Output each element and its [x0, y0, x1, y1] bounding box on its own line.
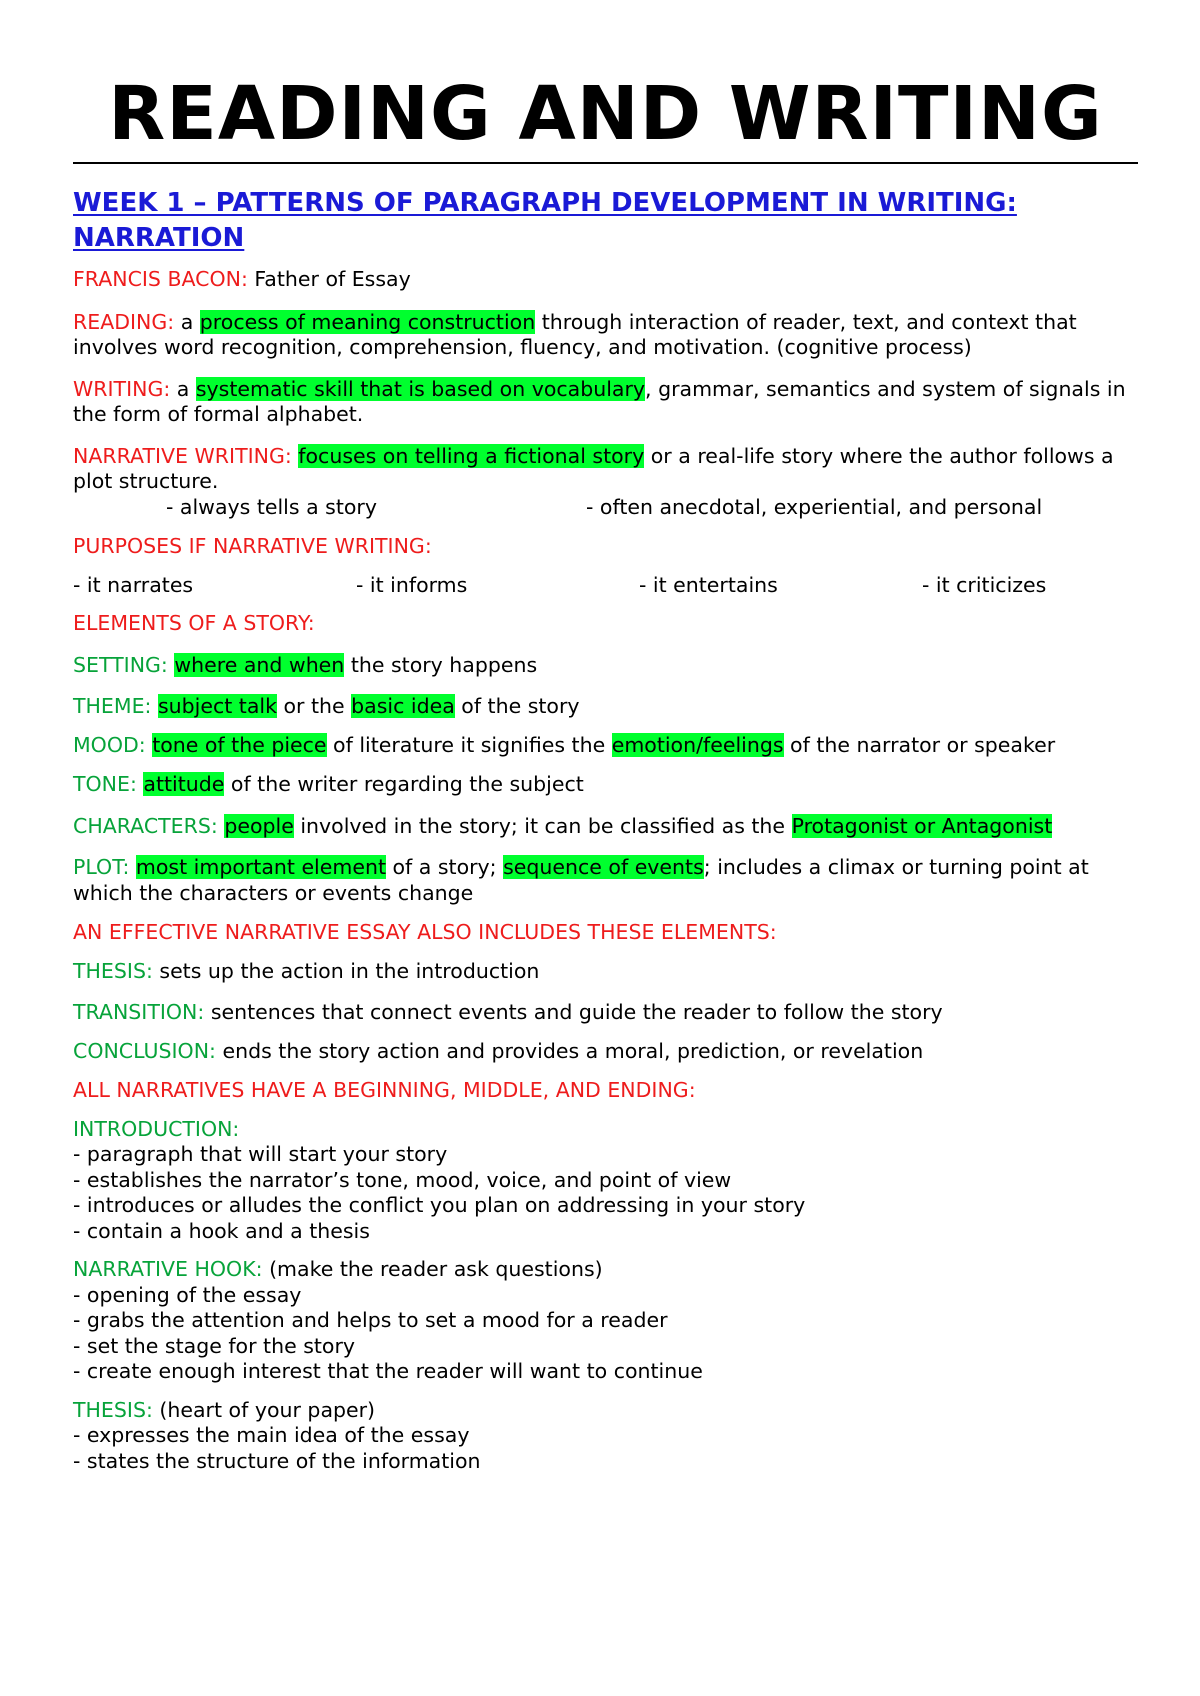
- reading-article: a: [174, 309, 200, 334]
- elements-heading: ELEMENTS OF A STORY:: [73, 611, 315, 635]
- hook-label: NARRATIVE HOOK:: [73, 1257, 263, 1281]
- writing-article: a: [170, 376, 196, 401]
- setting-text: the story happens: [344, 652, 538, 677]
- list-item: - contain a hook and a thesis: [73, 1218, 370, 1243]
- transition-label: TRANSITION:: [73, 1000, 205, 1024]
- narrative-highlight: focuses on telling a fictional story: [298, 443, 645, 468]
- mood-highlight-1: tone of the piece: [152, 732, 327, 757]
- francis-text: Father of Essay: [247, 267, 411, 291]
- writing-text: , grammar, semantics and system of signals in the form of formal alphabet.: [73, 376, 1126, 426]
- francis-label: FRANCIS BACON:: [73, 267, 248, 291]
- narrative-bullet-1: - always tells a story: [166, 494, 377, 519]
- plot-text: ; includes a climax or turning point at which the characters or events change: [73, 855, 1089, 905]
- thesis2-text: (heart of your paper): [152, 1397, 376, 1422]
- theme-definition: [73, 694, 1138, 720]
- mood-mid: of literature it signifies the: [326, 732, 612, 757]
- purpose-item: - it criticizes: [922, 572, 1047, 597]
- document-page: [73, 0, 1138, 1474]
- list-item: - grabs the attention and helps to set a mood for a reader: [73, 1308, 668, 1332]
- thesis-setup: [73, 959, 1138, 985]
- mood-highlight-2: emotion/feelings: [611, 732, 784, 757]
- mood-text: of the narrator or speaker: [783, 732, 1056, 757]
- narrative-label: NARRATIVE WRITING:: [73, 443, 292, 468]
- list-item: - states the structure of the information: [73, 1448, 481, 1473]
- theme-text: of the story: [454, 694, 580, 718]
- reading-definition: [73, 310, 1138, 361]
- purpose-item: - it narrates: [73, 572, 194, 597]
- setting-highlight: where and when: [174, 652, 345, 677]
- purposes-heading: PURPOSES IF NARRATIVE WRITING:: [73, 534, 432, 558]
- reading-text: through interaction of reader, text, and context that involves word recognition, comprehension, fluency, and motivation. (cognitive process): [73, 309, 1077, 359]
- tone-text: of the writer regarding the subject: [224, 772, 584, 796]
- narrative-text: or a real-life story where the author follows a plot structure.: [73, 443, 1114, 493]
- narrative-hook-heading: [73, 1257, 1138, 1283]
- theme-highlight-2: basic idea: [351, 694, 455, 718]
- list-item: - set the stage for the story: [73, 1333, 356, 1358]
- transition-definition: [73, 1000, 1138, 1026]
- theme-label: THEME:: [73, 694, 152, 718]
- francis-bacon-paragraph: [73, 267, 1138, 293]
- writing-highlight: systematic skill that is based on vocabulary: [195, 376, 646, 401]
- characters-highlight-2: Protagonist or Antagonist: [791, 813, 1053, 838]
- plot-mid: of a story;: [385, 855, 504, 879]
- narrative-bullets: [73, 495, 1138, 521]
- list-item: - opening of the essay: [73, 1282, 302, 1307]
- writing-label: WRITING:: [73, 376, 171, 401]
- conclusion-definition: [73, 1039, 1138, 1065]
- conclusion-label: CONCLUSION:: [73, 1038, 216, 1063]
- tone-definition: [73, 772, 1138, 798]
- theme-mid: or the: [276, 694, 352, 718]
- list-item: - create enough interest that the reader will want to continue: [73, 1359, 703, 1383]
- effective-heading: AN EFFECTIVE NARRATIVE ESSAY ALSO INCLUDES THESE ELEMENTS:: [73, 920, 777, 944]
- purposes-list: [73, 573, 1138, 599]
- purpose-item: - it informs: [356, 572, 468, 597]
- mood-definition: [73, 733, 1138, 759]
- reading-highlight: process of meaning construction: [199, 309, 536, 334]
- plot-definition: [73, 855, 1138, 906]
- thesis-label: THESIS:: [73, 958, 153, 983]
- conclusion-text: ends the story action and provides a moral, prediction, or revelation: [215, 1038, 924, 1063]
- page-title: READING AND WRITING: [108, 71, 1103, 157]
- hook-text: (make the reader ask questions): [262, 1257, 603, 1281]
- tone-highlight: attitude: [143, 772, 225, 796]
- title-divider: [73, 162, 1138, 164]
- introduction-label: INTRODUCTION:: [73, 1116, 240, 1141]
- tone-label: TONE:: [73, 772, 137, 796]
- transition-text: sentences that connect events and guide the reader to follow the story: [204, 1000, 943, 1024]
- characters-definition: [73, 814, 1138, 840]
- mood-label: MOOD:: [73, 732, 146, 757]
- plot-label: PLOT:: [73, 855, 130, 879]
- thesis2-label: THESIS:: [73, 1397, 153, 1422]
- narrative-bullet-2: - often anecdotal, experiential, and personal: [586, 494, 1043, 519]
- thesis-heading: [73, 1398, 1138, 1424]
- characters-label: CHARACTERS:: [73, 813, 218, 838]
- list-item: - establishes the narrator’s tone, mood, voice, and point of view: [73, 1167, 732, 1192]
- characters-highlight-1: people: [224, 813, 294, 838]
- narrative-writing-definition: [73, 444, 1138, 495]
- writing-definition: [73, 377, 1138, 428]
- plot-highlight-1: most important element: [135, 855, 386, 879]
- characters-mid: involved in the story; it can be classified as the: [293, 813, 792, 838]
- all-narratives-heading: ALL NARRATIVES HAVE A BEGINNING, MIDDLE, AND ENDING:: [73, 1078, 696, 1102]
- list-item: - expresses the main idea of the essay: [73, 1423, 470, 1447]
- reading-label: READING:: [73, 309, 175, 334]
- setting-definition: [73, 653, 1138, 679]
- list-item: - paragraph that will start your story: [73, 1142, 448, 1166]
- purpose-item: - it entertains: [639, 572, 778, 597]
- setting-label: SETTING:: [73, 652, 168, 677]
- week-heading: WEEK 1 – PATTERNS OF PARAGRAPH DEVELOPMENT IN WRITING: NARRATION: [73, 188, 1017, 253]
- plot-highlight-2: sequence of events: [503, 855, 704, 879]
- theme-highlight-1: subject talk: [157, 694, 277, 718]
- list-item: - introduces or alludes the conflict you plan on addressing in your story: [73, 1193, 806, 1217]
- thesis-text: sets up the action in the introduction: [152, 958, 540, 983]
